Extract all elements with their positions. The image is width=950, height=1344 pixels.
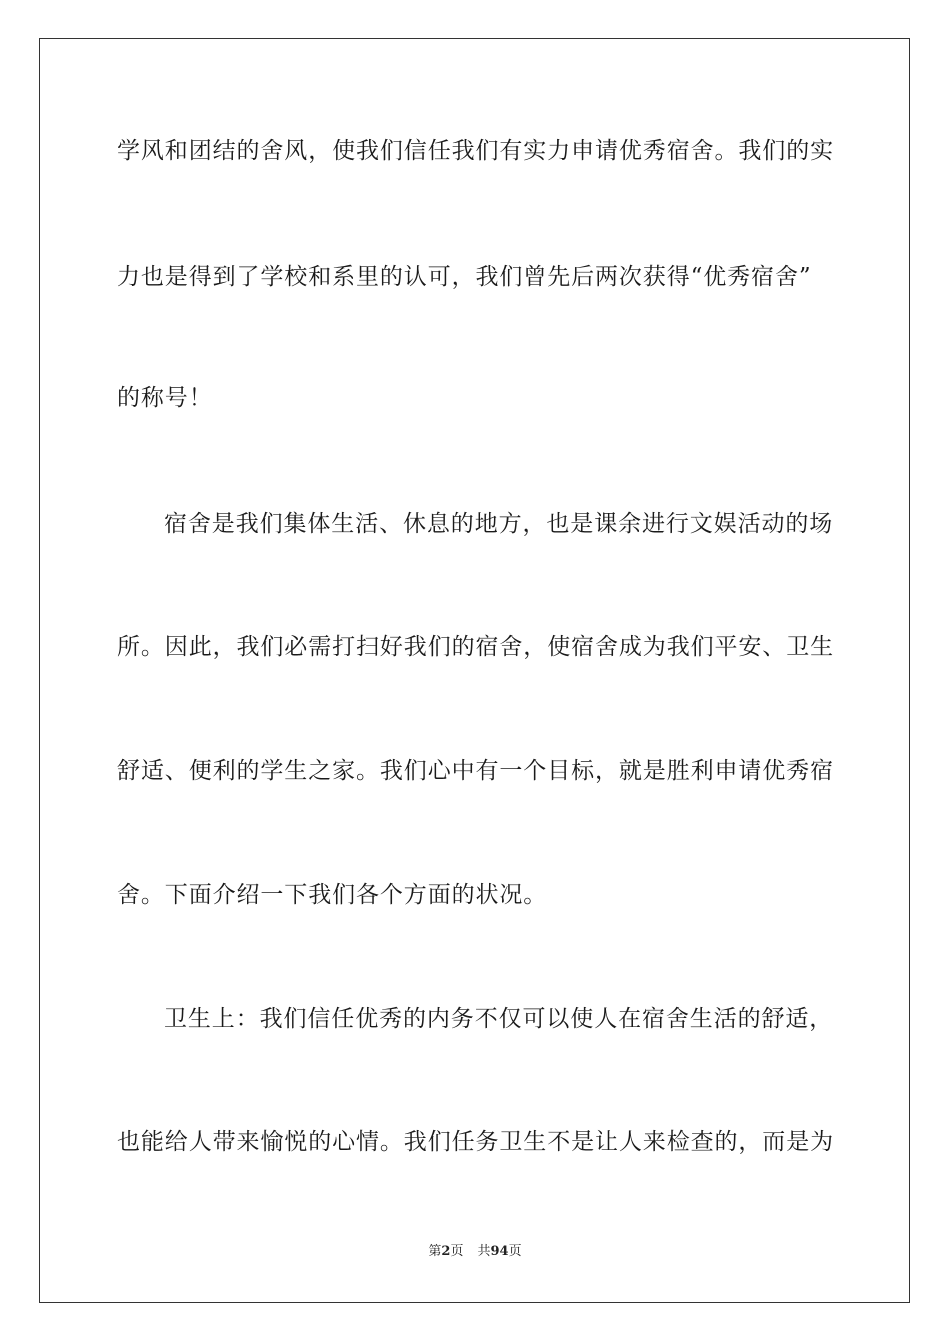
footer-total-suffix: 页 <box>508 1244 522 1259</box>
text-line-2: 力也是得到了学校和系里的认可，我们曾先后两次获得“优秀宿舍” <box>117 264 812 290</box>
text-line-8: 卫生上：我们信任优秀的内务不仅可以使人在宿舍生活的舒适， <box>164 1006 834 1032</box>
footer-page-suffix: 页 <box>450 1244 464 1259</box>
footer-total-prefix: 共 <box>477 1244 491 1259</box>
text-line-3: 的称号！ <box>117 385 213 411</box>
page-border <box>39 38 910 1303</box>
text-line-1: 学风和团结的舍风，使我们信任我们有实力申请优秀宿舍。我们的实 <box>117 138 834 164</box>
footer-total-pages: 94 <box>490 1244 509 1259</box>
page-footer <box>0 1243 950 1261</box>
text-line-9: 也能给人带来愉悦的心情。我们任务卫生不是让人来检查的，而是为 <box>117 1129 834 1155</box>
text-line-7: 舍。下面介绍一下我们各个方面的状况。 <box>117 882 548 908</box>
text-line-4: 宿舍是我们集体生活、休息的地方，也是课余进行文娱活动的场 <box>164 511 834 537</box>
text-line-5: 所。因此，我们必需打扫好我们的宿舍，使宿舍成为我们平安、卫生 <box>117 634 834 660</box>
text-line-6: 舒适、便利的学生之家。我们心中有一个目标，就是胜利申请优秀宿 <box>117 758 834 784</box>
footer-page-prefix: 第 <box>428 1244 442 1259</box>
footer-page-number: 2 <box>441 1244 451 1259</box>
